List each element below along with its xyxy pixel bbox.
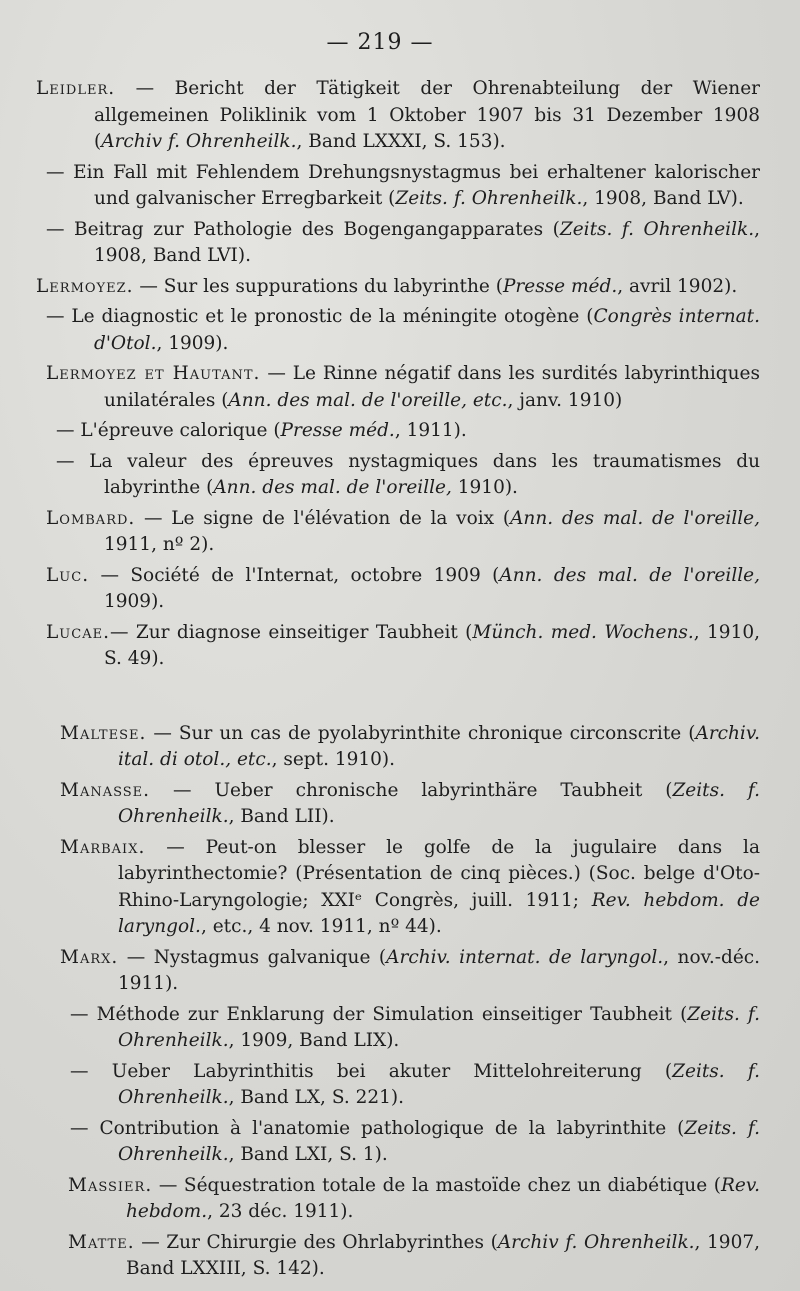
- entry-source: Ann. des mal. de l'oreille, etc.: [228, 389, 508, 411]
- entry-text-end: , etc., 4 nov. 1911, nº 44).: [200, 916, 442, 937]
- bibliography-entry: [60, 835, 760, 941]
- entry-author: Luc.: [46, 564, 90, 586]
- entry-text-end: , Band LXI, S. 1).: [228, 1144, 388, 1165]
- entry-source: Zeits. f. Ohrenheilk.: [395, 188, 583, 209]
- entry-source: Rev. hebdom. de laryngol.: [118, 889, 760, 937]
- entry-source: Zeits. f. Ohrenheilk.: [559, 218, 755, 240]
- entry-author: Maltese.: [60, 722, 147, 744]
- entry-source: Archiv f. Ohrenheilk.: [101, 131, 297, 152]
- entry-text-end: , 1908, Band LVI).: [94, 218, 760, 266]
- entry-author: Marx.: [60, 946, 119, 968]
- entry-text-end: , 1911).: [394, 420, 467, 441]
- entry-author: Massier.: [68, 1174, 153, 1196]
- bibliography-entry: [46, 361, 760, 414]
- entry-text: — Peut-on blesser le golfe de la jugulaire dans la labyrinthectomie? (Présentation de cinq pièces.) (Soc. belge d'Oto-Rhino-Laryngologie; XXIᵉ Congrès, juill. 1911;: [118, 836, 760, 911]
- bibliography-entry: [36, 160, 760, 213]
- entry-author: Lermoyez et Hautant.: [46, 363, 261, 384]
- bibliography-entry: [36, 217, 760, 270]
- entry-text: — Zur Chirurgie des Ohrlabyrinthes (: [134, 1231, 498, 1253]
- entry-text: — Zur diagnose einseitiger Taubheit (: [109, 621, 473, 643]
- entry-text: — Société de l'Internat, octobre 1909 (: [89, 564, 500, 586]
- entry-text-end: , Band LX, S. 221).: [228, 1087, 405, 1108]
- entry-text-end: 1911, nº 2).: [104, 534, 215, 555]
- section-gap: [36, 677, 760, 721]
- bibliography-entry: [60, 721, 760, 774]
- bibliography-entry: [36, 304, 760, 357]
- entry-text: — Le diagnostic et le pronostic de la méningite otogène (: [46, 306, 594, 327]
- entry-text: — Sur les suppurations du labyrinthe (: [133, 275, 503, 297]
- entry-source: Archiv. internat. de laryngol.: [386, 946, 664, 968]
- entry-author: Marbaix.: [60, 836, 146, 858]
- entry-source: Congrès internat. d'Otol.: [94, 306, 760, 354]
- entry-text-end: 1909).: [104, 591, 165, 612]
- entry-text: — Méthode zur Enklarung der Simulation einseitiger Taubheit (: [70, 1003, 688, 1025]
- entry-text: — L'épreuve calorique (: [56, 420, 281, 441]
- bibliography-list: [36, 76, 760, 1287]
- bibliography-entry: [46, 620, 760, 673]
- entry-source: Ann. des mal. de l'oreille,: [499, 564, 760, 586]
- entry-text-end: , 1909, Band LIX).: [228, 1030, 400, 1051]
- bibliography-entry: [46, 506, 760, 559]
- entry-text-end: , 1910, S. 49).: [104, 621, 760, 669]
- entry-author: Manasse.: [60, 779, 151, 801]
- entry-text-end: , 1909).: [156, 332, 229, 354]
- entry-author: Lermoyez.: [36, 275, 134, 297]
- bibliography-entry: [36, 274, 760, 301]
- entry-author: Matte.: [68, 1231, 135, 1253]
- entry-text: — Le signe de l'élévation de la voix (: [135, 507, 511, 529]
- entry-text: — Bericht der Tätigkeit der Ohrenabteilung der Wiener allgemeinen Poliklinik vom 1 Oktober 1907 bis 31 Dezember 1908 (: [94, 78, 760, 152]
- bibliography-entry: [36, 76, 760, 156]
- entry-source: Archiv. ital. di otol., etc.: [118, 722, 760, 770]
- entry-text-end: 1910).: [451, 477, 518, 498]
- bibliography-entry: [46, 563, 760, 616]
- entry-text: — Contribution à l'anatomie pathologique de la labyrinthite (: [70, 1117, 685, 1139]
- bibliography-entry: [60, 1002, 760, 1055]
- entry-text-end: , Band LXXXI, S. 153).: [296, 131, 506, 152]
- page-number: — 219 —: [326, 30, 434, 55]
- entry-author: Lucae.: [46, 621, 110, 643]
- entry-text-end: , 1907, Band LXXIII, S. 142).: [126, 1231, 760, 1279]
- entry-source: Rev. hebdom.: [126, 1174, 760, 1222]
- entry-author: Leidler.: [36, 78, 116, 99]
- entry-text: — Nystagmus galvanique (: [118, 946, 387, 968]
- entry-source: Zeits. f. Ohrenheilk.: [118, 779, 760, 827]
- entry-text-end: , 1908, Band LV).: [582, 188, 744, 209]
- entry-text: — Ein Fall mit Fehlendem Drehungsnystagmus bei erhaltener kalorischer und galvanischer Erregbarkeit (: [46, 161, 760, 209]
- bibliography-entry: [60, 1059, 760, 1112]
- entry-text-end: , avril 1902).: [617, 275, 738, 297]
- entry-text: — Le Rinne négatif dans les surdités labyrinthiques unilatérales (: [104, 363, 760, 411]
- entry-text-end: , janv. 1910): [507, 389, 623, 411]
- bibliography-entry: [60, 1116, 760, 1169]
- bibliography-entry: [68, 1173, 760, 1226]
- entry-source: Presse méd.: [502, 275, 618, 297]
- entry-text: — Ueber chronische labyrinthäre Taubheit (: [150, 779, 673, 801]
- entry-text: — Beitrag zur Pathologie des Bogengangapparates (: [46, 218, 560, 240]
- entry-text-end: , Band LII).: [228, 806, 335, 827]
- entry-source: Ann. des mal. de l'oreille,: [213, 477, 452, 498]
- entry-text: — Sur un cas de pyolabyrinthite chronique circonscrite (: [146, 722, 696, 744]
- bibliography-entry: [68, 1230, 760, 1283]
- entry-text: — La valeur des épreuves nystagmiques dans les traumatismes du labyrinthe (: [56, 450, 760, 498]
- bibliography-entry: [46, 449, 760, 502]
- entry-author: Lombard.: [46, 507, 136, 529]
- bibliography-entry: [60, 945, 760, 998]
- entry-text-end: , 23 déc. 1911).: [207, 1201, 354, 1222]
- entry-text: — Séquestration totale de la mastoïde chez un diabétique (: [152, 1174, 721, 1196]
- bibliography-entry: [46, 418, 760, 445]
- entry-text-end: , nov.-déc. 1911).: [118, 946, 761, 994]
- entry-source: Zeits. f. Ohrenheilk.: [118, 1117, 760, 1165]
- entry-source: Zeits. f. Ohrenheilk.: [118, 1060, 760, 1108]
- entry-source: Münch. med. Wochens.: [472, 621, 694, 643]
- entry-source: Zeits. f. Ohrenheilk.: [118, 1003, 760, 1051]
- entry-text: — Ueber Labyrinthitis bei akuter Mittelohreiterung (: [70, 1060, 673, 1082]
- entry-source: Archiv f. Ohrenheilk.: [497, 1231, 695, 1253]
- entry-text-end: , sept. 1910).: [271, 749, 396, 770]
- bibliography-entry: [60, 778, 760, 831]
- entry-source: Presse méd.: [280, 420, 395, 441]
- entry-source: Ann. des mal. de l'oreille,: [510, 507, 760, 529]
